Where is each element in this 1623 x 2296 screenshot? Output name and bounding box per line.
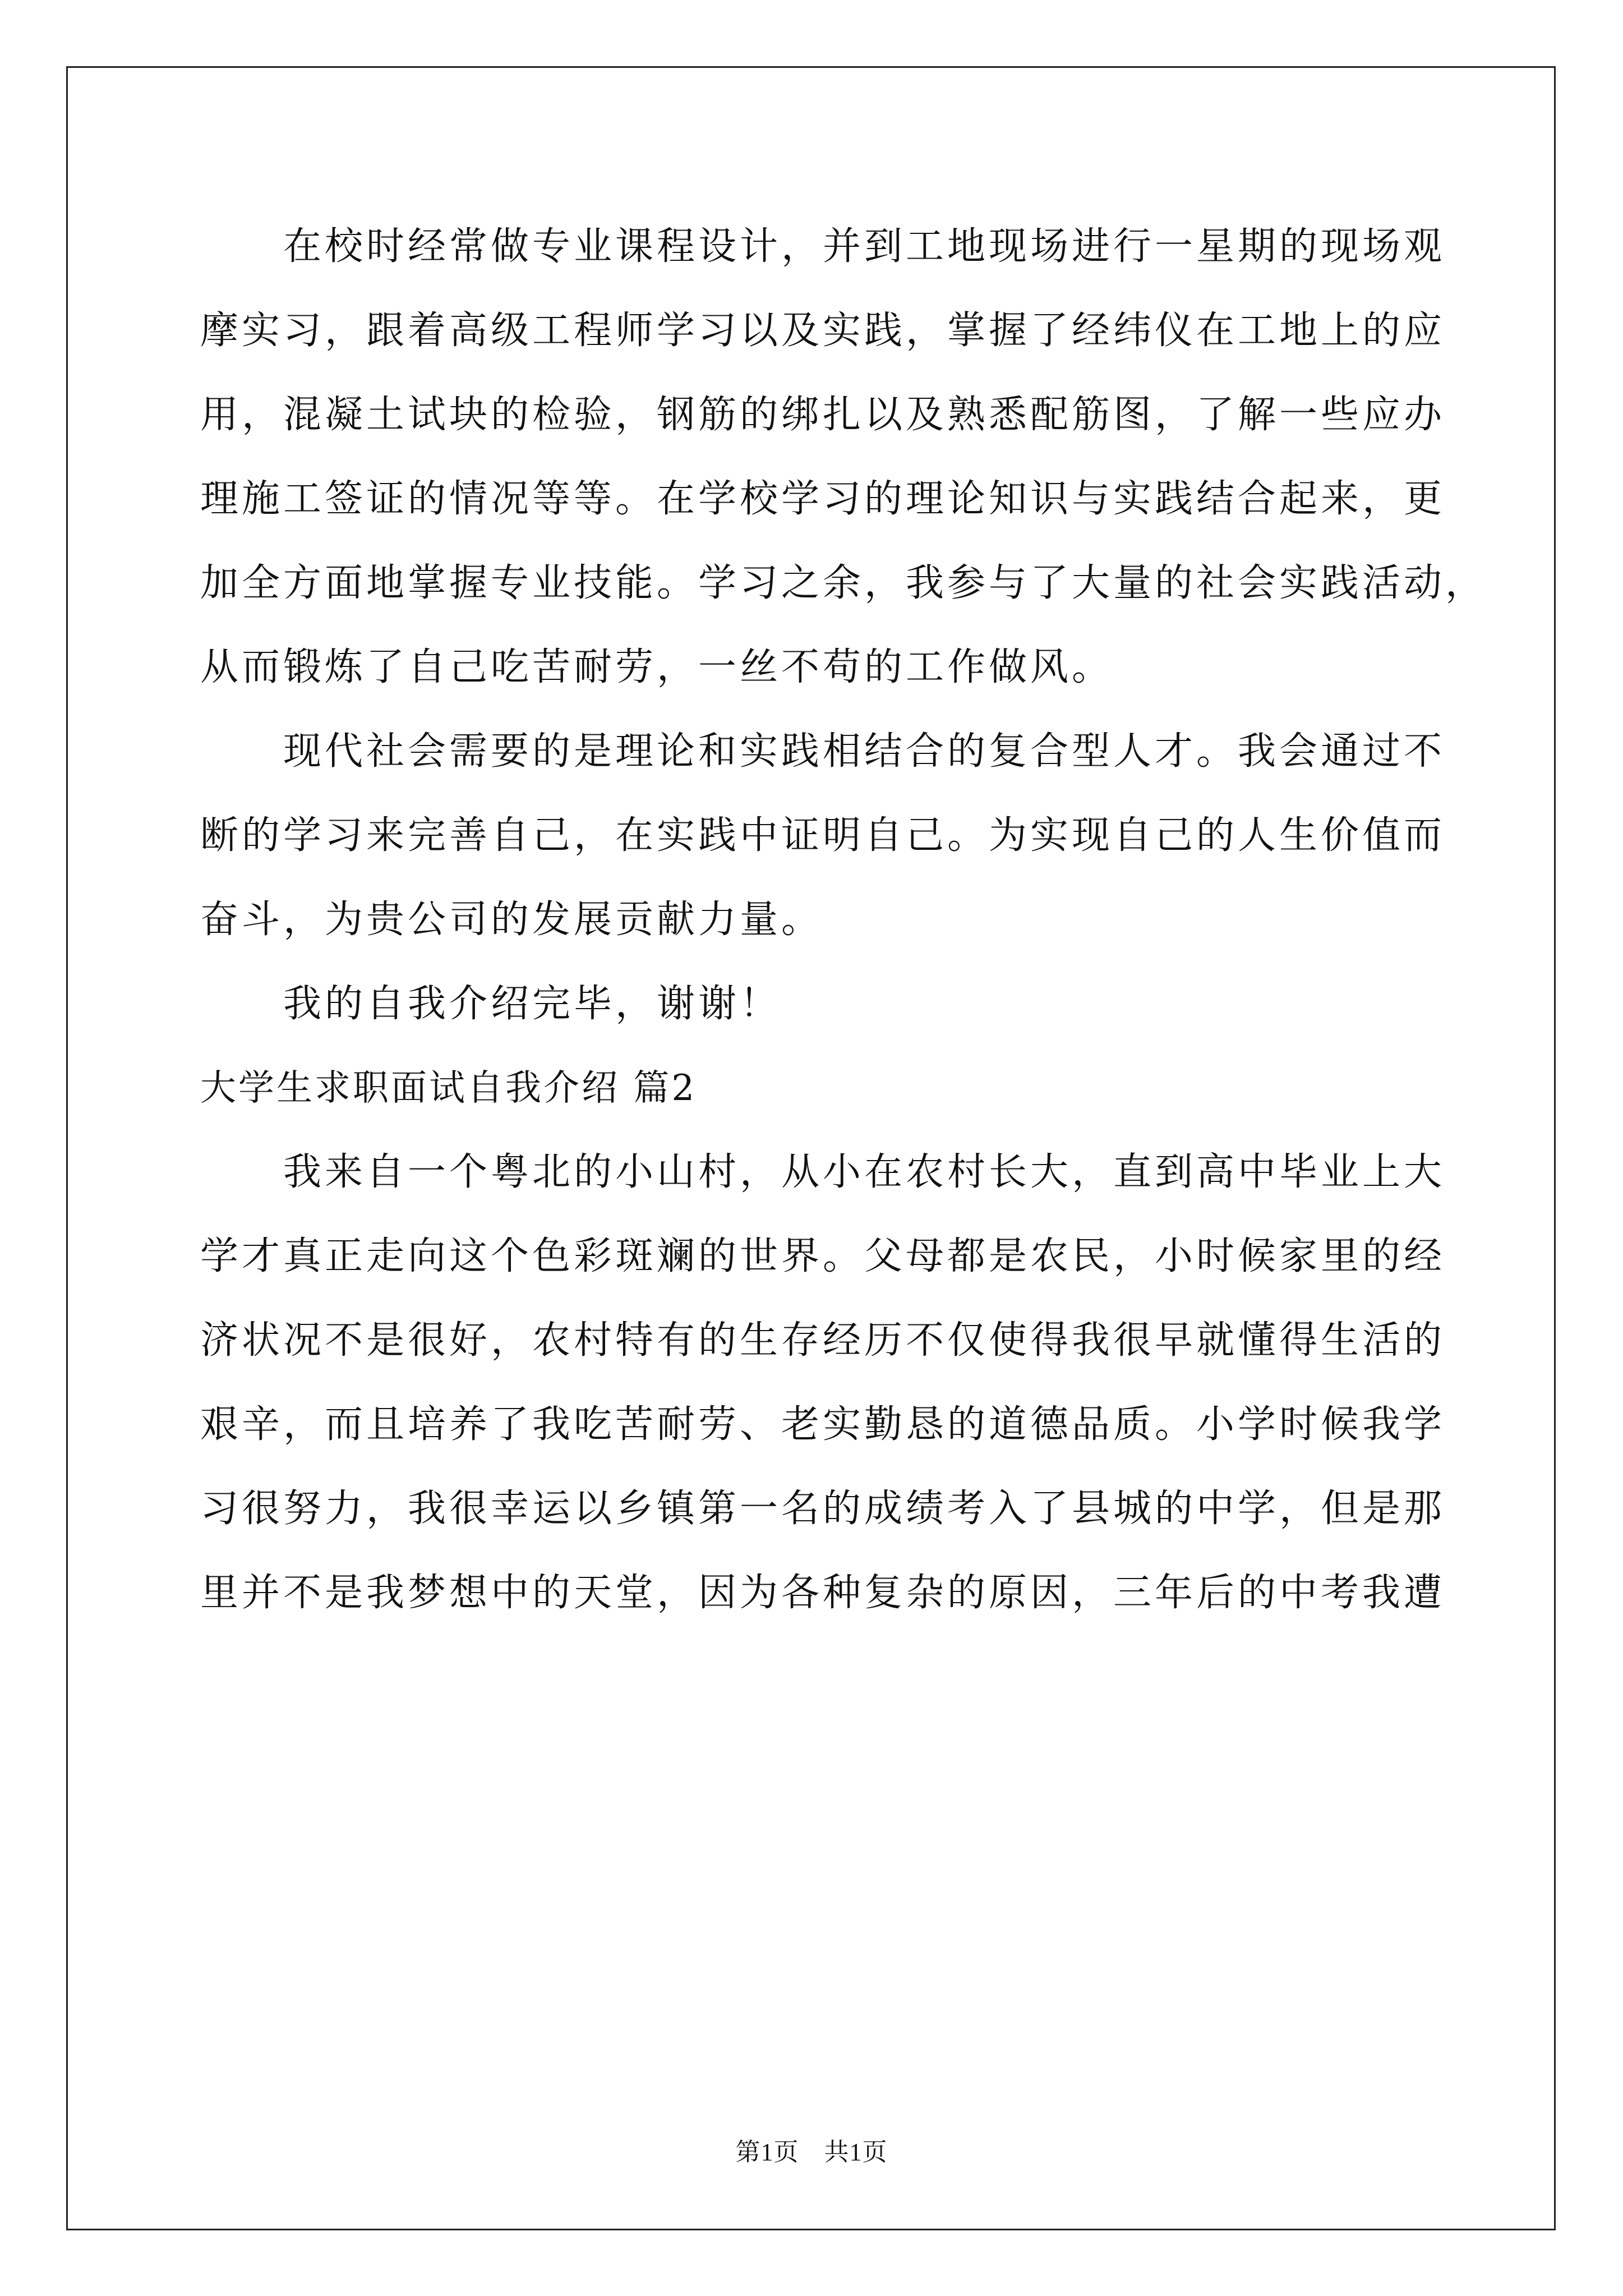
paragraph-2-line-2: 断的学习来完善自己，在实践中证明自己。为实现自己的人生价值而 xyxy=(200,813,1446,858)
section-heading: 大学生求职面试自我介绍 篇2 xyxy=(200,1068,697,1109)
paragraph-1-line-2: 摩实习，跟着高级工程师学习以及实践，掌握了经纬仪在工地上的应 xyxy=(200,309,1446,353)
paragraph-1-line-3: 用，混凝土试块的检验，钢筋的绑扎以及熟悉配筋图，了解一些应办 xyxy=(200,393,1446,437)
paragraph-1-line-6: 从而锻炼了自己吃苦耐劳，一丝不苟的工作做风。 xyxy=(200,645,1114,689)
paragraph-3-line-1: 我来自一个粤北的小山村，从小在农村长大，直到高中毕业上大 xyxy=(283,1150,1446,1194)
paragraph-2-line-1: 现代社会需要的是理论和实践相结合的复合型人才。我会通过不 xyxy=(283,729,1446,774)
paragraph-2-line-3: 奋斗，为贵公司的发展贡献力量。 xyxy=(200,898,823,942)
paragraph-3-line-2: 学才真正走向这个色彩斑斓的世界。父母都是农民，小时候家里的经 xyxy=(200,1234,1446,1278)
paragraph-1-line-5: 加全方面地掌握专业技能。学习之余，我参与了大量的社会实践活动， xyxy=(200,561,1487,605)
paragraph-3-line-3: 济状况不是很好，农村特有的生存经历不仅使得我很早就懂得生活的 xyxy=(200,1318,1446,1363)
paragraph-3-line-4: 艰辛，而且培养了我吃苦耐劳、老实勤恳的道德品质。小学时候我学 xyxy=(200,1402,1446,1447)
paragraph-1-line-4: 理施工签证的情况等等。在学校学习的理论知识与实践结合起来，更 xyxy=(200,477,1446,521)
paragraph-1-line-1: 在校时经常做专业课程设计，并到工地现场进行一星期的现场观 xyxy=(283,224,1446,269)
closing-line: 我的自我介绍完毕，谢谢！ xyxy=(283,982,782,1026)
page-footer: 第1页 共1页 xyxy=(735,2138,888,2166)
paragraph-3-line-6: 里并不是我梦想中的天堂，因为各种复杂的原因，三年后的中考我遭 xyxy=(200,1571,1446,1615)
paragraph-3-line-5: 习很努力，我很幸运以乡镇第一名的成绩考入了县城的中学，但是那 xyxy=(200,1487,1446,1531)
